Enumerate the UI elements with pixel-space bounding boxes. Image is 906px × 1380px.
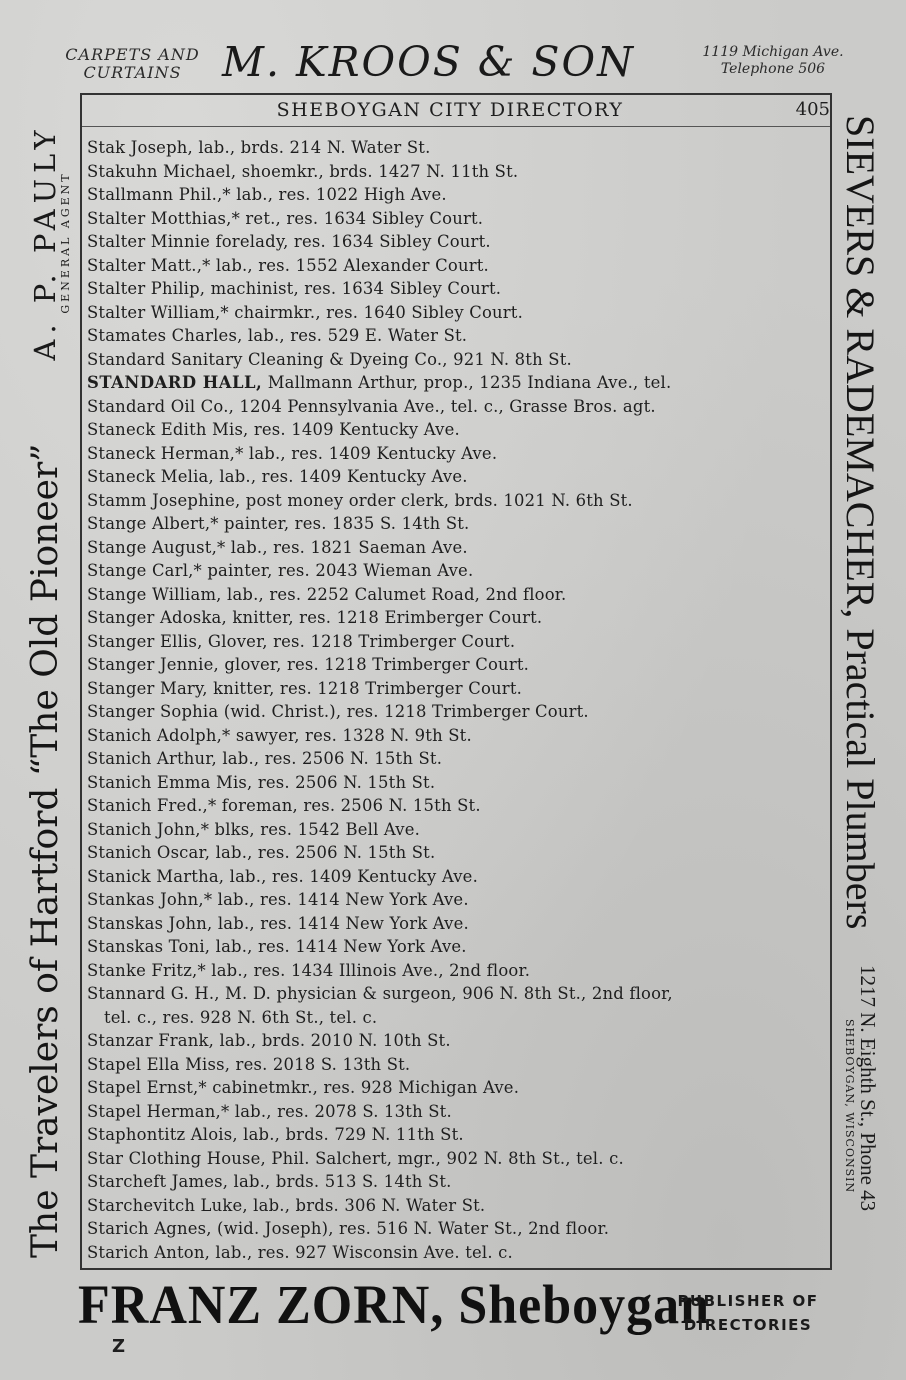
directory-entry: [87, 136, 832, 160]
directory-entry: [87, 395, 832, 419]
entry-text: Stalter Philip, machinist, res. 1634 Sibley Court.: [87, 279, 502, 298]
entry-text: Stanich Fred.,* foreman, res. 2506 N. 15th St.: [87, 796, 481, 815]
entry-text: Stanger Jennie, glover, res. 1218 Trimberger Court.: [87, 655, 530, 674]
entry-bold-name: STANDARD HALL,: [87, 373, 263, 392]
directory-entry: [87, 418, 832, 442]
header-left-ad: CARPETS AND CURTAINS: [65, 45, 200, 82]
directory-entry: [87, 888, 832, 912]
directory-entry: [87, 747, 832, 771]
directory-entry: [87, 794, 832, 818]
agent-role: GENERAL AGENT: [59, 171, 72, 314]
footer-publisher-name: FRANZ ZORN, Sheboygan: [78, 1275, 711, 1336]
entry-text: Stalter William,* chairmkr., res. 1640 Sibley Court.: [87, 302, 524, 322]
entry-text: Stanich Arthur, lab., res. 2506 N. 15th St.: [87, 749, 443, 768]
right-margin-address: [830, 965, 880, 1275]
entry-text: Stanger Adoska, knitter, res. 1218 Erimberger Court.: [87, 608, 543, 627]
directory-entry: [87, 348, 832, 372]
directory-entry: [87, 1241, 832, 1265]
directory-entry: [87, 606, 832, 630]
directory-entry: [87, 442, 832, 466]
entry-text: Stanich John,* blks, res. 1542 Bell Ave.: [87, 819, 421, 839]
entry-text: Stalter Motthias,* ret., res. 1634 Sibley Court.: [87, 208, 484, 228]
directory-entry: [87, 183, 832, 207]
entry-text: Staneck Edith Mis, res. 1409 Kentucky Ave.: [87, 420, 460, 439]
footer-role-line1: PUBLISHER OF: [677, 1292, 819, 1310]
directory-entry: [87, 1100, 832, 1124]
entry-text: Stak Joseph, lab., brds. 214 N. Water St.: [87, 138, 431, 157]
entry-text: Stapel Ernst,* cabinetmkr., res. 928 Michigan Ave.: [87, 1078, 520, 1097]
entry-text: Stapel Ella Miss, res. 2018 S. 13th St.: [87, 1054, 411, 1074]
directory-entry: [87, 653, 832, 677]
entry-text: Stapel Herman,* lab., res. 2078 S. 13th St.: [87, 1101, 452, 1121]
directory-entry: [87, 912, 832, 936]
entry-text: Stange Albert,* painter, res. 1835 S. 14th St.: [87, 514, 470, 533]
entry-text: Stankas John,* lab., res. 1414 New York Ave.: [87, 890, 469, 909]
entry-text: Standard Sanitary Cleaning & Dyeing Co., 921 N. 8th St.: [87, 349, 572, 369]
directory-entry: [87, 724, 832, 748]
directory-entry: [87, 536, 832, 560]
directory-entry-continuation: [87, 1006, 832, 1030]
entry-text: tel. c., res. 928 N. 6th St., tel. c.: [104, 1007, 378, 1027]
entry-text: Starich Anton, lab., res. 927 Wisconsin Ave. tel. c.: [87, 1242, 513, 1262]
entry-text: Stange Carl,* painter, res. 2043 Wieman Ave.: [87, 561, 474, 580]
directory-entry: [87, 1053, 832, 1077]
entry-text: Starcheft James, lab., brds. 513 S. 14th St.: [87, 1172, 452, 1191]
directory-entry: [87, 371, 832, 395]
directory-title: SHEBOYGAN CITY DIRECTORY: [276, 99, 624, 121]
directory-entry: [87, 1147, 832, 1171]
directory-entry: [87, 512, 832, 536]
plumber-city: SHEBOYGAN, WISCONSIN: [843, 1019, 856, 1194]
left-margin-agent: [28, 110, 72, 375]
directory-entry: [87, 277, 832, 301]
entry-text: Stange August,* lab., res. 1821 Saeman Ave.: [87, 537, 468, 557]
footer-publisher-role: [668, 1289, 828, 1337]
directory-entry: [87, 982, 832, 1006]
directory-entry: [87, 700, 832, 724]
directory-entry: [87, 630, 832, 654]
entry-text: Mallmann Arthur, prop., 1235 Indiana Ave., tel.: [262, 373, 672, 392]
header-right-ad-line2: Telephone 506: [720, 61, 826, 77]
frame-top-rule: [80, 93, 832, 95]
footer-role-line2: DIRECTORIES: [683, 1316, 813, 1334]
entry-text: Starich Agnes, (wid. Joseph), res. 516 N. Water St., 2nd floor.: [87, 1219, 610, 1238]
entry-text: Stanich Oscar, lab., res. 2506 N. 15th St.: [87, 843, 436, 862]
entry-text: Stanzar Frank, lab., brds. 2010 N. 10th St.: [87, 1031, 451, 1050]
directory-entry: [87, 1123, 832, 1147]
entry-text: Staneck Herman,* lab., res. 1409 Kentucky Ave.: [87, 443, 498, 463]
entry-text: Stamates Charles, lab., res. 529 E. Water St.: [87, 326, 468, 345]
directory-entry: [87, 935, 832, 959]
header-rule: [80, 126, 832, 127]
directory-entry: [87, 254, 832, 278]
entry-text: Standard Oil Co., 1204 Pennsylvania Ave., tel. c., Grasse Bros. agt.: [87, 396, 656, 416]
directory-entry: [87, 160, 832, 184]
entry-text: Stanskas Toni, lab., res. 1414 New York Ave.: [87, 937, 467, 956]
directory-entry: [87, 1194, 832, 1218]
entry-text: Starchevitch Luke, lab., brds. 306 N. Water St.: [87, 1195, 486, 1215]
directory-entry: [87, 1076, 832, 1100]
entry-text: Stallmann Phil.,* lab., res. 1022 High Ave.: [87, 185, 447, 204]
plumber-address: 1217 N. Eighth St., Phone 43: [856, 965, 880, 1212]
directory-entry: [87, 771, 832, 795]
frame-bottom-rule: [80, 1268, 832, 1270]
entry-text: Stamm Josephine, post money order clerk, brds. 1021 N. 6th St.: [87, 490, 633, 510]
left-margin-ad: The Travelers of Hartford “The Old Pioneer”: [25, 443, 66, 1258]
directory-entry: [87, 583, 832, 607]
directory-entry: [87, 959, 832, 983]
directory-entry: [87, 818, 832, 842]
entry-text: Stange William, lab., res. 2252 Calumet Road, 2nd floor.: [87, 584, 567, 604]
entry-text: Stanger Ellis, Glover, res. 1218 Trimberger Court.: [87, 631, 516, 651]
entry-text: Stanich Emma Mis, res. 2506 N. 15th St.: [87, 772, 436, 792]
entry-text: Stanich Adolph,* sawyer, res. 1328 N. 9th St.: [87, 725, 472, 745]
directory-entry: [87, 465, 832, 489]
header-center-ad: M. KROOS & SON: [222, 38, 635, 86]
entry-text: Staphontitz Alois, lab., brds. 729 N. 11th St.: [87, 1125, 464, 1144]
entry-text: Stanick Martha, lab., res. 1409 Kentucky Ave.: [87, 866, 478, 886]
directory-entry: [87, 841, 832, 865]
directory-entry: [87, 230, 832, 254]
directory-entry: [87, 1029, 832, 1053]
directory-entry: [87, 1217, 832, 1241]
header-right-ad-line1: 1119 Michigan Ave.: [702, 44, 844, 60]
entry-text: Stanke Fritz,* lab., res. 1434 Illinois Ave., 2nd floor.: [87, 960, 531, 980]
entry-text: Stakuhn Michael, shoemkr., brds. 1427 N. 11th St.: [87, 161, 519, 181]
entry-text: Stanger Mary, knitter, res. 1218 Trimberger Court.: [87, 678, 523, 698]
directory-entry: [87, 559, 832, 583]
entry-text: Stannard G. H., M. D. physician & surgeon, 906 N. 8th St., 2nd floor,: [87, 984, 673, 1003]
entry-text: Stalter Minnie forelady, res. 1634 Sibley Court.: [87, 232, 491, 251]
footer-signature-mark: Z: [112, 1336, 126, 1357]
directory-entry: [87, 324, 832, 348]
directory-entry: [87, 1170, 832, 1194]
entry-text: Stanger Sophia (wid. Christ.), res. 1218 Trimberger Court.: [87, 702, 589, 721]
directory-entry: [87, 677, 832, 701]
directory-entry: [87, 865, 832, 889]
entry-text: Stanskas John, lab., res. 1414 New York Ave.: [87, 913, 469, 933]
directory-entry: [87, 207, 832, 231]
directory-entries: [87, 136, 832, 1264]
entry-text: Star Clothing House, Phil. Salchert, mgr., 902 N. 8th St., tel. c.: [87, 1148, 624, 1168]
agent-name: A. P. PAULY: [28, 124, 62, 361]
right-margin-ad: SIEVERS & RADEMACHER, Practical Plumbers: [838, 115, 883, 930]
header-right-ad: [678, 44, 868, 78]
directory-entry: [87, 301, 832, 325]
entry-text: Stalter Matt.,* lab., res. 1552 Alexander Court.: [87, 255, 489, 275]
directory-entry: [87, 489, 832, 513]
page-number: 405: [795, 99, 830, 120]
entry-text: Staneck Melia, lab., res. 1409 Kentucky Ave.: [87, 467, 468, 486]
frame-left-rule: [80, 93, 82, 1270]
